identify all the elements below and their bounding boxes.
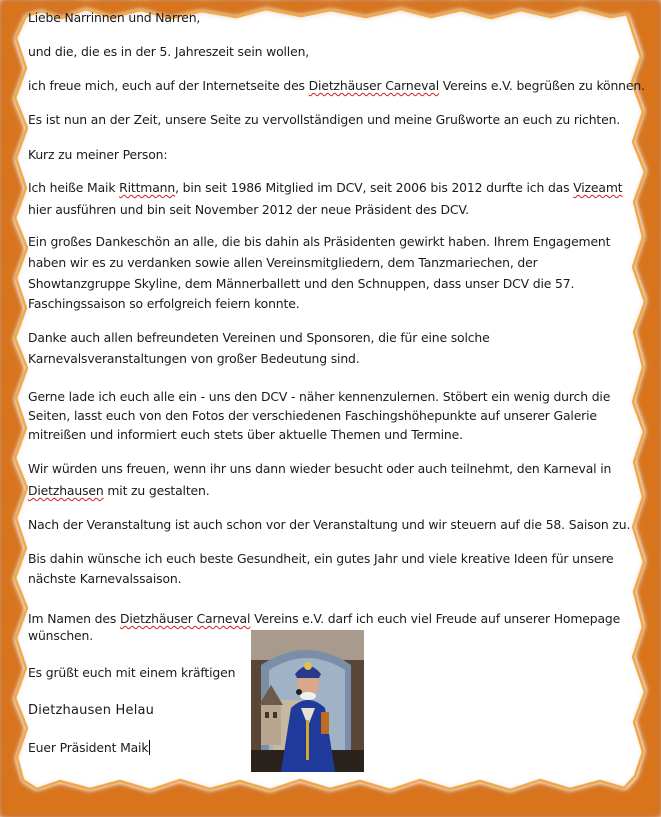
signature-text: Euer Präsident Maik (28, 740, 149, 755)
thanks-line-2: haben wir es zu verdanken sowie allen Vereinsmitgliedern, dem Tanzmariechen, der (28, 255, 538, 270)
intro-line: und die, die es in der 5. Jahreszeit sein wollen, (28, 44, 310, 59)
sponsors-line-2: Karnevalsveranstaltungen von großer Bedeutung sind. (28, 351, 360, 366)
thanks-line-1: Ein großes Dankeschön an alle, die bis dahin als Präsidenten gewirkt haben. Ihrem Engagement (28, 234, 611, 249)
welcome-text-post: Vereins e.V. begrüßen zu können. (439, 78, 645, 93)
wishes-line-1: Bis dahin wünsche ich euch beste Gesundheit, ein gutes Jahr und viele kreative Ideen für unsere (28, 551, 614, 566)
invite-line-1: Gerne lade ich euch alle ein - uns den DCV - näher kennenzulernen. Stöbert ein wenig durch die (28, 389, 611, 404)
thanks-line-3: Showtanzgruppe Skyline, dem Männerballett und den Schnuppen, dass unser DCV die 57. (28, 276, 575, 291)
wishes-line-2: nächste Karnevalssaison. (28, 571, 182, 586)
town-name: Dietzhausen (28, 483, 104, 498)
sponsors-line-1: Danke auch allen befreundeten Vereinen und Sponsoren, die für eine solche (28, 330, 490, 345)
about-text-pre: Ich heiße Maik (28, 180, 120, 195)
visit-line-2 (28, 482, 210, 500)
president-photo (251, 630, 364, 772)
signature-line (28, 739, 150, 757)
about-text-mid: , bin seit 1986 Mitglied im DCV, seit 2006 bis 2012 durfte ich das (175, 180, 574, 195)
invite-line-2: Seiten, lasst euch von den Fotos der verschiedenen Faschingshöhepunkte auf unserer Galerie (28, 408, 597, 423)
closing-text-pre: Im Namen des (28, 611, 120, 626)
office-word: Vizeamt (573, 180, 623, 195)
surname: Rittmann (119, 180, 176, 195)
text-cursor (149, 740, 150, 755)
about-line-2: hier ausführen und bin seit November 2012 der neue Präsident des DCV. (28, 202, 469, 217)
welcome-text-pre: ich freue mich, euch auf der Internetseite des (28, 78, 309, 93)
visit-text-post: mit zu gestalten. (103, 483, 210, 498)
closing-line-1 (28, 610, 620, 628)
purpose-line: Es ist nun an der Zeit, unsere Seite zu vervollständigen und meine Grußworte an euch zu richten. (28, 112, 621, 127)
greeting-line: Liebe Narrinnen und Narren, (28, 10, 201, 25)
club-name-2: Dietzhäuser Carneval (119, 611, 251, 626)
thanks-line-4: Faschingssaison so erfolgreich feiern konnte. (28, 296, 300, 311)
club-name: Dietzhäuser Carneval (308, 78, 440, 93)
closing-text-post: Vereins e.V. darf ich euch viel Freude auf unserer Homepage (250, 611, 621, 626)
closing-line-2: wünschen. (28, 628, 94, 643)
cheer-line: Dietzhausen Helau (28, 703, 155, 718)
about-heading: Kurz zu meiner Person: (28, 147, 168, 162)
about-line-1 (28, 179, 622, 197)
invite-line-3: mitreißen und informiert euch stets über aktuelle Themen und Termine. (28, 427, 463, 442)
visit-line-1: Wir würden uns freuen, wenn ihr uns dann wieder besucht oder auch teilnehmt, den Karneval in (28, 461, 612, 476)
season-line: Nach der Veranstaltung ist auch schon vor der Veranstaltung und wir steuern auf die 58. Saison zu. (28, 517, 631, 532)
regards-line: Es grüßt euch mit einem kräftigen (28, 665, 236, 680)
welcome-line (28, 77, 645, 95)
